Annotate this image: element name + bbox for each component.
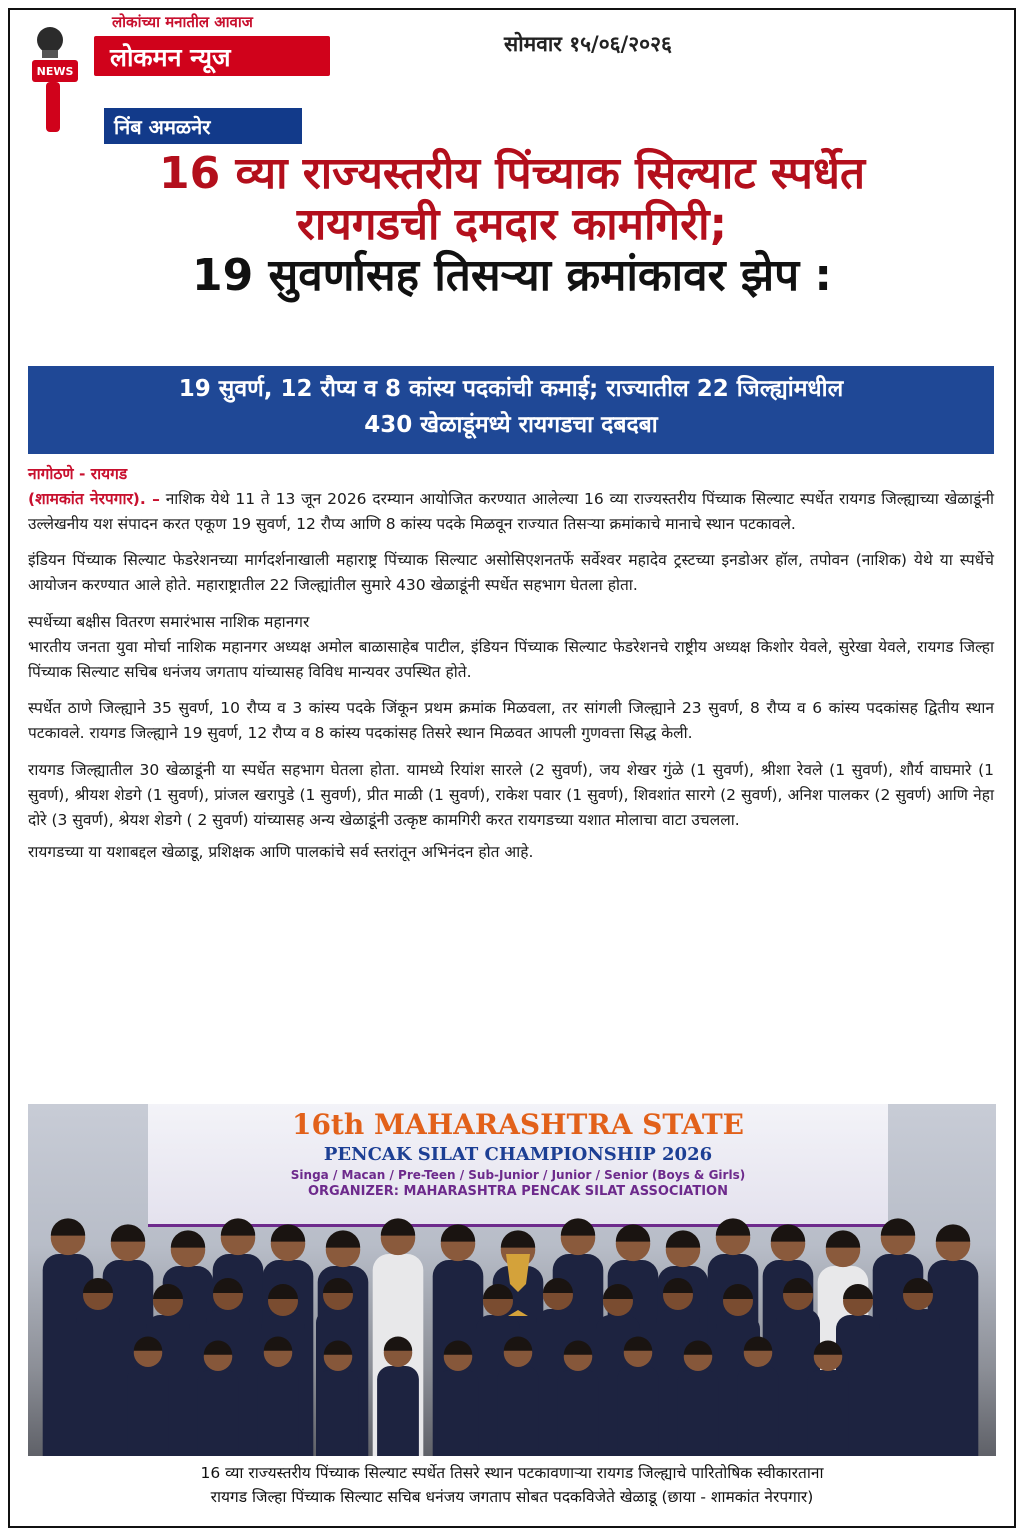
article-paragraph <box>28 610 994 684</box>
article-paragraph: रायगड जिल्ह्यातील 30 खेळाडूंनी या स्पर्धेत सहभाग घेतला होता. यामध्ये रियांश सारले (2 सुवर्ण), जय शेखर गुंळे (1 सुवर्ण), श्रीशा रेवले (1 सुवर्ण), शौर्य वाघमारे (1 सुवर्ण), श्रीयश शेडगे (1 सुवर्ण), प्रांजल खरापुडे (1 सुवर्ण), प्रीत माळी (1 सुवर्ण), राकेश पवार (1 सुवर्ण), शिवशांत सारगे (2 सुवर्ण), अनिश पालकर (2 सुवर्ण) आणि नेहा दोरे (3 सुवर्ण), श्रेयश शेडगे ( 2 सुवर्ण) यांच्यासह अन्य खेळाडूंनी उत्कृष्ट कामगिरी करत रायगडच्या यशात मोलाचा वाटा उचलला. <box>28 760 994 829</box>
article-paragraph: स्पर्धेत ठाणे जिल्ह्याने 35 सुवर्ण, 10 रौप्य व 3 कांस्य पदके जिंकून प्रथम क्रमांक मिळवला, तर सांगली जिल्ह्याने 23 सुवर्ण, 8 रौप्य व 6 कांस्य पदकांसह द्वितीय स्थान पटकावले. रायगड जिल्ह्याने 19 सुवर्ण, 12 रौप्य व 8 कांस्य पदकांसह तिसरे स्थान मिळवत आपली गुणवत्ता सिद्ध केली. <box>28 699 994 743</box>
dateline-place: नागोठणे - रायगड <box>28 465 128 483</box>
athletes-group-illustration <box>28 1104 996 1456</box>
microphone-icon <box>28 26 98 136</box>
masthead-tagline: लोकांच्या मनातील आवाज <box>112 13 253 31</box>
paragraph-3-lead: स्पर्धेच्या बक्षीस वितरण समारंभास नाशिक महानगर <box>28 612 310 631</box>
masthead <box>22 12 322 139</box>
banner-subtitle: PENCAK SILAT CHAMPIONSHIP 2026 <box>323 1144 713 1165</box>
caption-line-2: रायगड जिल्हा पिंच्याक सिल्याट सचिब धनंजय जगताप सोबत पदकविजेते खेळाडू (छाया - शामकांत नेरपगार) <box>210 1488 814 1507</box>
paragraph-3-text: भारतीय जनता युवा मोर्चा नाशिक महानगर अध्यक्ष अमोल बाळासाहेब पाटील, इंडियन पिंच्याक सिल्याट फेडरेशनचे राष्ट्रीय अध्यक्ष किशोर येवले, सुरेखा येवले, रायगड जिल्हा पिंच्याक सिल्याट सचिब धनंजय जगताप यांच्यासह विविध मान्यवर उपस्थित होते. <box>28 637 994 681</box>
team-photo <box>28 1104 996 1456</box>
mic-news-label: NEWS <box>36 65 74 78</box>
subheadline-line-2: 430 खेळाडूंमध्ये रायगडचा दबदबा <box>364 411 658 438</box>
caption-line-1: 16 व्या राज्यस्तरीय पिंच्याक सिल्याट स्पर्धेत तिसरे स्थान पटकावणाऱ्या रायगड जिल्ह्याचे पारितोषिक स्वीकारताना <box>200 1464 824 1482</box>
issue-date: सोमवार १५/०६/२०२६ <box>504 32 672 56</box>
subheadline <box>28 366 994 454</box>
headline <box>20 148 1004 301</box>
headline-line-2: रायगडची दमदार कामगिरी; <box>296 199 728 251</box>
article-paragraph: इंडियन पिंच्याक सिल्याट फेडरेशनच्या मार्गदर्शनाखाली महाराष्ट्र पिंच्याक सिल्याट असोसिएशनतर्फे सर्वेश्वर महादेव ट्रस्टच्या इनडोअर हॉल, तपोवन (नाशिक) येथे या स्पर्धेचे आयोजन करण्यात आले होते. महाराष्ट्रातील 22 जिल्ह्यांतील सुमारे 430 खेळाडूंनी स्पर्धेत सहभाग घेतला होता. <box>28 551 994 595</box>
headline-line-1: 16 व्या राज्यस्तरीय पिंच्याक सिल्याट स्पर्धेत <box>158 148 866 199</box>
subheadline-line-1: 19 सुवर्ण, 12 रौप्य व 8 कांस्य पदकांची कमाई; राज्यातील 22 जिल्ह्यांमधील <box>178 376 844 402</box>
article-paragraph: रायगडच्या या यशाबद्दल खेळाडू, प्रशिक्षक आणि पालकांचे सर्व स्तरांतून अभिनंदन होत आहे. <box>28 843 534 862</box>
masthead-edition: निंब अमळनेर <box>114 115 211 139</box>
article-paragraph <box>28 462 994 536</box>
banner-organizer: ORGANIZER: MAHARASHTRA PENCAK SILAT ASSOCIATION <box>307 1184 728 1199</box>
byline: (शामकांत नेरपगार). – <box>28 489 160 508</box>
masthead-brand: लोकमन न्यूज <box>110 43 231 72</box>
photo-caption <box>20 1461 1004 1509</box>
banner-title: 16th MAHARASHTRA STATE <box>291 1108 745 1141</box>
article-body <box>28 462 994 877</box>
banner-categories: Singa / Macan / Pre-Teen / Sub-Junior / Junior / Senior (Boys & Girls) <box>290 1168 746 1182</box>
headline-line-3: 19 सुवर्णासह तिसऱ्या क्रमांकावर झेप : <box>191 250 833 302</box>
paragraph-1-text: नाशिक येथे 11 ते 13 जून 2026 दरम्यान आयोजित करण्यात आलेल्या 16 व्या राज्यस्तरीय पिंच्याक सिल्याट स्पर्धेत रायगड जिल्ह्याच्या खेळाडूंनी उल्लेखनीय यश संपादन करत एकूण 19 सुवर्ण, 12 रौप्य आणि 8 कांस्य पदके मिळवून राज्यात तिसऱ्या क्रमांकाचे मानाचे स्थान पटकावले. <box>28 489 994 533</box>
